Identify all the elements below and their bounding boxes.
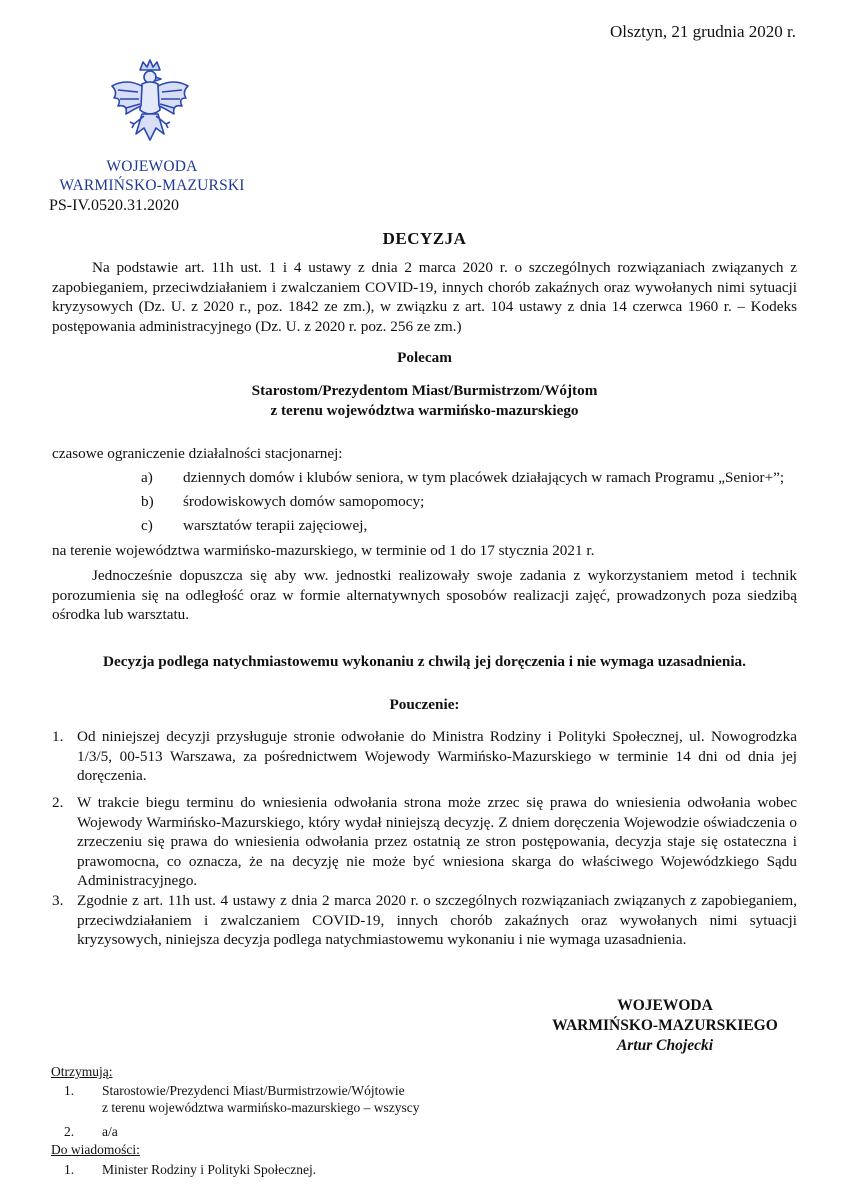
signatory-title: WOJEWODA bbox=[617, 997, 713, 1014]
list-item-label: b) bbox=[141, 493, 154, 510]
issuing-authority bbox=[48, 157, 256, 195]
command-heading: Polecam bbox=[397, 349, 452, 366]
instruction-list bbox=[0, 727, 849, 957]
list-item-text: Od niniejszej decyzji przysługuje stronie odwołanie do Ministra Rodziny i Polityki Społecznej, ul. Nowogrodzka 1/3/5, 00-513 Warszawa, za pośrednictwem Wojewody Warmińsko-Mazurskiego w terminie 14 dni od dnia jej doręczenia. bbox=[77, 728, 797, 784]
list-item-number: 1. bbox=[52, 728, 64, 745]
signature-block bbox=[520, 996, 810, 1056]
recipient-line: z terenu województwa warmińsko-mazurskiego – wszyscy bbox=[102, 1100, 420, 1115]
list-item-number: 2. bbox=[52, 794, 64, 811]
list-item-number: 1. bbox=[64, 1083, 75, 1098]
list-item bbox=[102, 1082, 532, 1116]
list-item-number: 1. bbox=[64, 1162, 75, 1177]
list-item-text: dziennych domów i klubów seniora, w tym placówek działających w ramach Programu „Senior+”; bbox=[183, 469, 785, 486]
office-title: WOJEWODA bbox=[106, 158, 198, 175]
remote-work-paragraph: Jednocześnie dopuszcza się aby ww. jednostki realizowały swoje zadania z wykorzystaniem metod i technik porozumienia się na odległość oraz w formie alternatywnych sposobów realizacji zajęć, prowadzonych poza siedzibą ośrodka lub warsztatu. bbox=[52, 567, 797, 623]
legal-basis-paragraph: Na podstawie art. 11h ust. 1 i 4 ustawy z dnia 2 marca 2020 r. o szczególnych rozwiązaniach związanych z zapobieganiem, przeciwdziałaniem i zwalczaniem COVID-19, innych chorób zakaźnych oraz wywołanych nimi sytuacji kryzysowych (Dz. U. z 2020 r., poz. 1842 ze zm.), w związku z art. 104 ustawy z dnia 14 czerwca 1960 r. – Kodeks postępowania administracyjnego (Dz. U. z 2020 r. poz. 256 ze zm.) bbox=[52, 259, 797, 335]
list-item-text: Zgodnie z art. 11h ust. 4 ustawy z dnia 2 marca 2020 r. o szczególnych rozwiązaniach związanych z zapobieganiem, przeciwdziałaniem i zwalczaniem COVID-19, innych chorób zakaźnych oraz wywołanych nimi sytuacji kryzysowych, niniejsza decyzja podlega natychmiastowemu wykonaniu i nie wymaga uzasadnienia. bbox=[77, 892, 797, 948]
recipient-line: Starostowie/Prezydenci Miast/Burmistrzowie/Wójtowie bbox=[102, 1083, 405, 1098]
restriction-intro: czasowe ograniczenie działalności stacjonarnej: bbox=[52, 445, 343, 462]
list-item-text: środowiskowych domów samopomocy; bbox=[183, 493, 425, 510]
addressee-line: Starostom/Prezydentom Miast/Burmistrzom/Wójtom bbox=[251, 382, 598, 399]
reference-number: PS-IV.0520.31.2020 bbox=[49, 197, 179, 214]
distribution-list bbox=[51, 1063, 551, 1183]
restriction-scope: na terenie województwa warmińsko-mazurskiego, w terminie od 1 do 17 stycznia 2021 r. bbox=[52, 542, 595, 559]
polish-eagle-emblem-icon bbox=[108, 58, 192, 154]
issue-date: Olsztyn, 21 grudnia 2020 r. bbox=[609, 22, 796, 41]
recipient-line: a/a bbox=[102, 1124, 118, 1139]
addressee-block bbox=[0, 381, 849, 420]
immediate-execution-notice: Decyzja podlega natychmiastowemu wykonaniu z chwilą jej doręczenia i nie wymaga uzasadnienia. bbox=[103, 653, 746, 670]
restriction-list bbox=[0, 468, 849, 538]
cc-heading: Do wiadomości: bbox=[51, 1142, 140, 1157]
list-item-number: 3. bbox=[52, 892, 64, 909]
document-title: DECYZJA bbox=[382, 229, 467, 248]
list-item-label: c) bbox=[141, 517, 153, 534]
list-item-text: warsztatów terapii zajęciowej, bbox=[183, 517, 368, 534]
recipients-heading: Otrzymują: bbox=[51, 1064, 113, 1079]
list-item-text: W trakcie biegu terminu do wniesienia odwołania strona może zrzec się prawa do wniesienia odwołania wobec Wojewody Warmińsko-Mazurskiego, który wydał niniejszą decyzję. Z dniem doręczenia Wojewodzie oświadczenia o zrzeczeniu się prawa do wniesienia odwołania przez ostatnią ze stron postępowania, decyzja staje się ostateczna i prawomocna, co oznacza, że na decyzję nie może być wniesiona skarga do właściwego Wojewódzkiego Sądu Administracyjnego. bbox=[77, 794, 797, 889]
list-item-label: a) bbox=[141, 469, 153, 486]
signatory-region: WARMIŃSKO-MAZURSKIEGO bbox=[552, 1017, 778, 1034]
list-item-number: 2. bbox=[64, 1124, 75, 1139]
addressee-line: z terenu województwa warmińsko-mazurskiego bbox=[270, 401, 579, 419]
office-region: WARMIŃSKO-MAZURSKI bbox=[59, 177, 245, 194]
signatory-name: Artur Chojecki bbox=[616, 1037, 714, 1054]
instruction-heading: Pouczenie: bbox=[389, 696, 460, 713]
cc-line: Minister Rodziny i Polityki Społecznej. bbox=[102, 1162, 317, 1177]
